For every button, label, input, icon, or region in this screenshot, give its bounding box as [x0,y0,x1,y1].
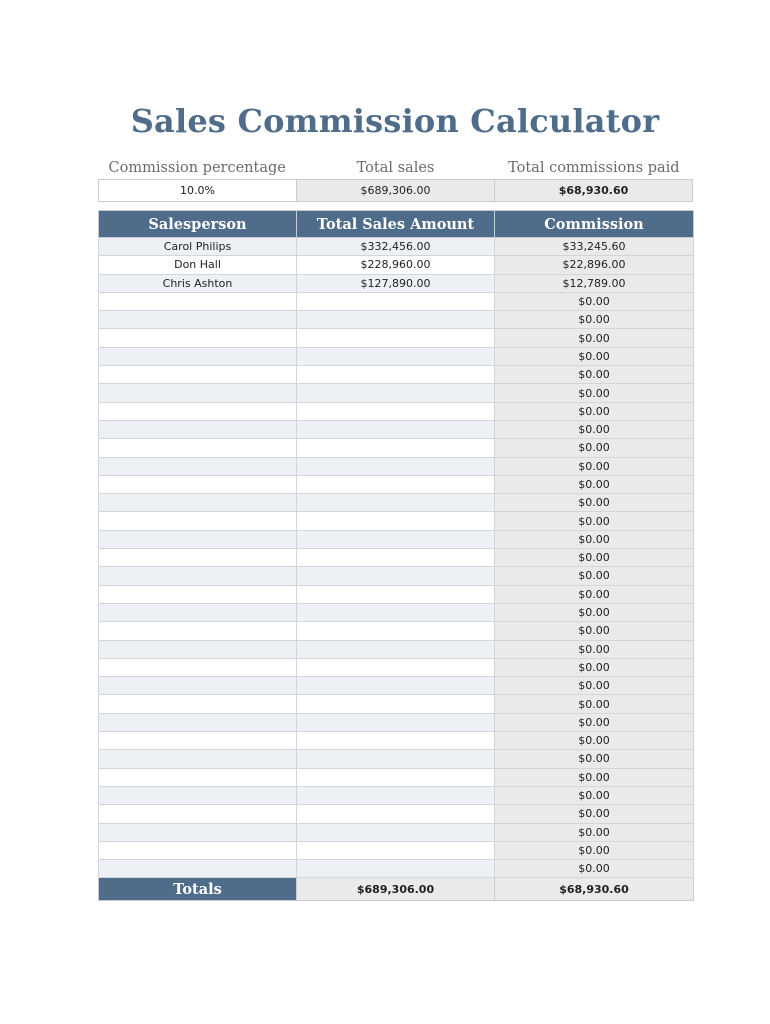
commission-percentage-cell[interactable]: 10.0% [98,179,297,202]
summary-values [98,179,693,202]
commission-cell[interactable]: $0.00 [495,768,694,786]
table-row [99,347,694,365]
table-row [99,329,694,347]
salesperson-cell[interactable] [99,695,297,713]
commission-cell[interactable]: $0.00 [495,347,694,365]
salesperson-cell[interactable] [99,567,297,585]
commission-cell[interactable]: $0.00 [495,512,694,530]
total-sales-amount-cell[interactable] [297,567,495,585]
commission-cell[interactable]: $0.00 [495,457,694,475]
salesperson-cell[interactable] [99,768,297,786]
table-row [99,494,694,512]
commission-cell[interactable]: $0.00 [495,494,694,512]
commission-cell[interactable]: $0.00 [495,292,694,310]
total-sales-amount-cell[interactable] [297,860,495,878]
commission-cell[interactable]: $0.00 [495,805,694,823]
commission-cell[interactable]: $0.00 [495,475,694,493]
total-sales-amount-cell[interactable] [297,366,495,384]
salesperson-cell[interactable] [99,512,297,530]
salesperson-cell[interactable] [99,530,297,548]
table-row [99,768,694,786]
table-row [99,622,694,640]
table-row [99,695,694,713]
table-row [99,603,694,621]
salesperson-cell[interactable]: Carol Philips [99,238,297,256]
total-sales-amount-cell[interactable]: $332,456.00 [297,238,495,256]
commission-cell[interactable]: $0.00 [495,750,694,768]
commission-header: Commission [495,211,694,238]
commission-cell[interactable]: $12,789.00 [495,274,694,292]
total-sales-amount-cell[interactable] [297,786,495,804]
total-sales-amount-cell[interactable] [297,805,495,823]
total-sales-amount-cell[interactable] [297,695,495,713]
salesperson-cell[interactable] [99,457,297,475]
commission-cell[interactable]: $0.00 [495,402,694,420]
commission-percentage-label: Commission percentage [108,160,286,176]
sales-table [98,210,694,901]
salesperson-cell[interactable] [99,585,297,603]
salesperson-cell[interactable] [99,658,297,676]
commission-cell[interactable]: $0.00 [495,549,694,567]
total-sales-amount-cell[interactable] [297,622,495,640]
commission-cell[interactable]: $0.00 [495,677,694,695]
commission-cell[interactable]: $0.00 [495,439,694,457]
table-row [99,512,694,530]
commission-cell[interactable]: $0.00 [495,366,694,384]
commission-cell[interactable]: $0.00 [495,658,694,676]
table-row [99,311,694,329]
total-sales-amount-cell[interactable] [297,439,495,457]
commission-cell[interactable]: $0.00 [495,622,694,640]
salesperson-cell[interactable] [99,750,297,768]
total-sales-amount-cell[interactable] [297,494,495,512]
commission-cell[interactable]: $0.00 [495,585,694,603]
total-sales-amount-cell[interactable] [297,658,495,676]
table-row [99,640,694,658]
table-row [99,475,694,493]
total-sales-amount-cell[interactable] [297,329,495,347]
table-row [99,750,694,768]
total-sales-amount-cell[interactable] [297,768,495,786]
salesperson-cell[interactable] [99,420,297,438]
salesperson-cell[interactable] [99,677,297,695]
commission-cell[interactable]: $33,245.60 [495,238,694,256]
commission-cell[interactable]: $0.00 [495,786,694,804]
commission-cell[interactable]: $0.00 [495,640,694,658]
table-body [99,238,694,878]
total-sales-amount-cell[interactable]: $127,890.00 [297,274,495,292]
commission-cell[interactable]: $0.00 [495,603,694,621]
total-sales-amount-cell[interactable] [297,292,495,310]
table-row [99,732,694,750]
table-row [99,805,694,823]
table-row [99,713,694,731]
commission-cell[interactable]: $0.00 [495,713,694,731]
salesperson-cell[interactable] [99,292,297,310]
totals-row [99,878,694,901]
total-sales-amount-cell[interactable] [297,457,495,475]
table-row [99,860,694,878]
total-sales-amount-cell[interactable] [297,347,495,365]
commission-cell[interactable]: $0.00 [495,860,694,878]
table-row [99,420,694,438]
salesperson-cell[interactable]: Chris Ashton [99,274,297,292]
salesperson-cell[interactable] [99,713,297,731]
total-sales-amount-cell[interactable] [297,512,495,530]
total-sales-cell[interactable]: $689,306.00 [296,179,495,202]
salesperson-cell[interactable] [99,329,297,347]
commission-cell[interactable]: $0.00 [495,420,694,438]
total-commissions-paid-cell[interactable]: $68,930.60 [494,179,693,202]
commission-cell[interactable]: $0.00 [495,329,694,347]
total-sales-amount-cell[interactable] [297,420,495,438]
commission-cell[interactable]: $0.00 [495,841,694,859]
commission-cell[interactable]: $22,896.00 [495,256,694,274]
total-sales-amount-cell[interactable] [297,530,495,548]
salesperson-cell[interactable] [99,841,297,859]
commission-cell[interactable]: $0.00 [495,311,694,329]
table-row [99,274,694,292]
total-sales-amount-cell[interactable] [297,823,495,841]
salesperson-cell[interactable] [99,640,297,658]
salesperson-cell[interactable] [99,622,297,640]
total-sales-amount-cell[interactable] [297,640,495,658]
total-sales-amount-cell[interactable] [297,475,495,493]
table-row [99,384,694,402]
total-sales-amount-cell[interactable] [297,549,495,567]
table-row [99,402,694,420]
table-row [99,549,694,567]
salesperson-cell[interactable] [99,475,297,493]
summary-labels [98,160,693,176]
table-row [99,585,694,603]
table-row [99,439,694,457]
page-title: Sales Commission Calculator [130,102,660,140]
table-row [99,238,694,256]
commission-cell[interactable]: $0.00 [495,530,694,548]
salesperson-cell[interactable] [99,494,297,512]
salesperson-cell[interactable] [99,347,297,365]
table-row [99,457,694,475]
salesperson-cell[interactable] [99,439,297,457]
salesperson-header: Salesperson [99,211,297,238]
total-sales-amount-cell[interactable] [297,841,495,859]
commission-cell[interactable]: $0.00 [495,384,694,402]
total-sales-amount-cell[interactable] [297,713,495,731]
salesperson-cell[interactable] [99,823,297,841]
table-row [99,823,694,841]
total-commissions-paid-label: Total commissions paid [508,160,680,176]
table-row [99,256,694,274]
table-row [99,786,694,804]
totals-sales-amount[interactable]: $689,306.00 [297,878,495,901]
salesperson-cell[interactable] [99,311,297,329]
salesperson-cell[interactable] [99,805,297,823]
total-sales-amount-cell[interactable] [297,750,495,768]
salesperson-cell[interactable] [99,786,297,804]
table-row [99,677,694,695]
total-sales-amount-cell[interactable] [297,402,495,420]
commission-cell[interactable]: $0.00 [495,732,694,750]
table-row [99,567,694,585]
totals-commission[interactable]: $68,930.60 [495,878,694,901]
table-row [99,841,694,859]
table-row [99,366,694,384]
total-sales-amount-cell[interactable] [297,585,495,603]
total-sales-amount-cell[interactable] [297,384,495,402]
salesperson-cell[interactable] [99,860,297,878]
commission-cell[interactable]: $0.00 [495,823,694,841]
commission-cell[interactable]: $0.00 [495,695,694,713]
salesperson-cell[interactable] [99,384,297,402]
salesperson-cell[interactable] [99,732,297,750]
salesperson-cell[interactable] [99,603,297,621]
total-sales-amount-header: Total Sales Amount [297,211,495,238]
total-sales-label: Total sales [356,160,435,176]
salesperson-cell[interactable] [99,366,297,384]
commission-cell[interactable]: $0.00 [495,567,694,585]
total-sales-amount-cell[interactable]: $228,960.00 [297,256,495,274]
salesperson-cell[interactable]: Don Hall [99,256,297,274]
totals-label: Totals [99,878,297,901]
table-row [99,658,694,676]
salesperson-cell[interactable] [99,549,297,567]
total-sales-amount-cell[interactable] [297,677,495,695]
table-header-row [99,211,694,238]
total-sales-amount-cell[interactable] [297,603,495,621]
table-row [99,292,694,310]
table-row [99,530,694,548]
total-sales-amount-cell[interactable] [297,311,495,329]
salesperson-cell[interactable] [99,402,297,420]
total-sales-amount-cell[interactable] [297,732,495,750]
